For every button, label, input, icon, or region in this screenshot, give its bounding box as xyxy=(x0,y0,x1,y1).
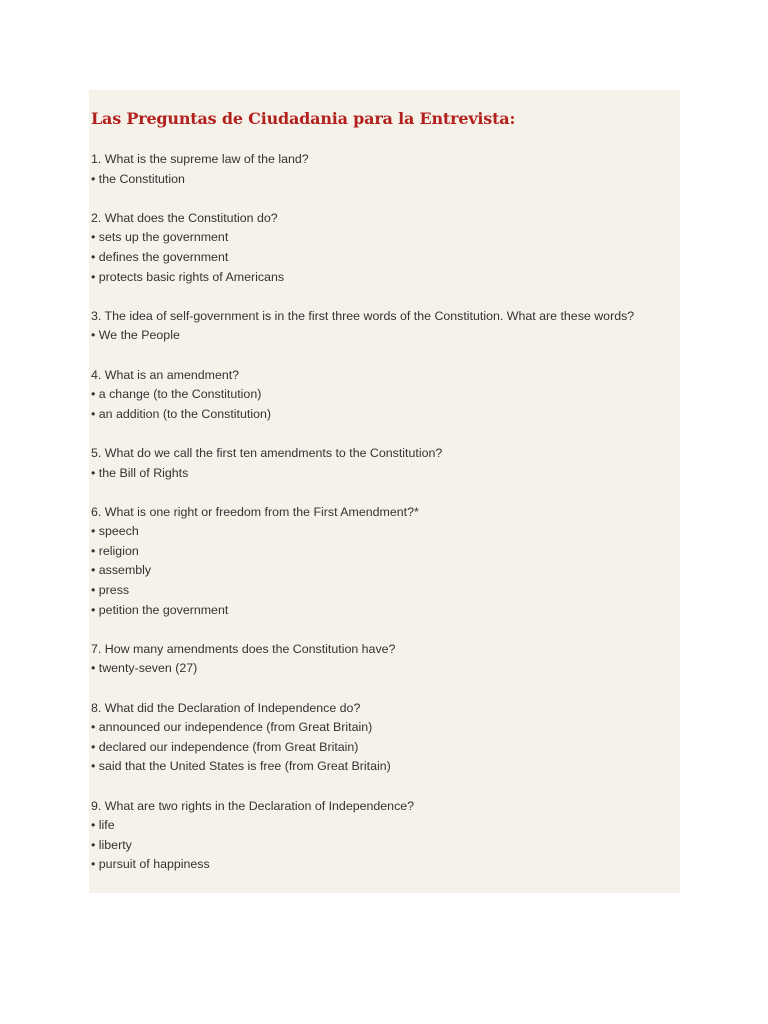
answer-item: • sets up the government xyxy=(91,230,229,245)
content-panel xyxy=(89,90,680,893)
answer-item: • defines the government xyxy=(91,249,229,264)
answer-item: • the Constitution xyxy=(91,171,185,186)
answer-item: • said that the United States is free (from Great Britain) xyxy=(91,759,391,774)
question-text: 5. What do we call the first ten amendments to the Constitution? xyxy=(91,445,443,460)
question-text: 7. How many amendments does the Constitution have? xyxy=(91,641,396,656)
answer-item: • twenty-seven (27) xyxy=(91,661,198,676)
question-block xyxy=(91,640,680,679)
answer-item: • We the People xyxy=(91,328,180,343)
question-text: 4. What is an amendment? xyxy=(91,367,240,382)
answer-item: • life xyxy=(91,818,115,833)
question-block xyxy=(91,150,680,189)
page-title: Las Preguntas de Ciudadania para la Entrevista: xyxy=(91,109,516,128)
answer-item: • the Bill of Rights xyxy=(91,465,189,480)
answer-item: • petition the government xyxy=(91,602,229,617)
answer-item: • assembly xyxy=(91,563,152,578)
answer-item: • a change (to the Constitution) xyxy=(91,387,262,402)
question-block xyxy=(91,209,680,287)
answer-item: • press xyxy=(91,583,130,598)
question-text: 1. What is the supreme law of the land? xyxy=(91,152,309,166)
question-text: 6. What is one right or freedom from the First Amendment?* xyxy=(91,504,419,519)
answer-item: • pursuit of happiness xyxy=(91,857,210,872)
question-text: 9. What are two rights in the Declaration of Independence? xyxy=(91,798,415,813)
answer-item: • announced our independence (from Great Britain) xyxy=(91,720,373,735)
question-list xyxy=(91,150,680,875)
answer-item: • liberty xyxy=(91,837,132,852)
answer-item: • protects basic rights of Americans xyxy=(91,269,285,284)
answer-item: • speech xyxy=(91,524,139,539)
answer-item: • an addition (to the Constitution) xyxy=(91,406,271,421)
question-text: 2. What does the Constitution do? xyxy=(91,210,278,225)
question-block xyxy=(91,444,680,483)
question-block xyxy=(91,503,680,621)
answer-item: • declared our independence (from Great Britain) xyxy=(91,739,359,754)
question-block xyxy=(91,699,680,777)
question-text: 8. What did the Declaration of Independence do? xyxy=(91,700,361,715)
question-block xyxy=(91,366,680,425)
answer-item: • religion xyxy=(91,543,139,558)
question-text: 3. The idea of self-government is in the first three words of the Constitution. What are these words? xyxy=(91,308,635,323)
question-block xyxy=(91,797,680,875)
question-block xyxy=(91,307,680,346)
